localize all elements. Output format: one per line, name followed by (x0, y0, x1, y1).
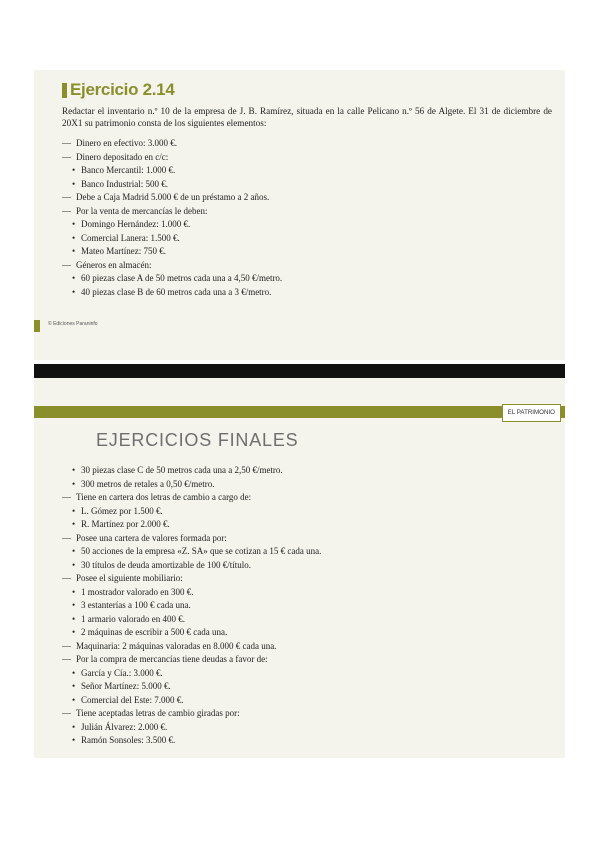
list-item-bullet (62, 545, 557, 559)
list-item-text: L. Gómez por 1.500 €. (81, 505, 163, 516)
element-list-bottom (62, 464, 557, 748)
exercise-heading (62, 80, 174, 100)
bullet-icon: • (72, 694, 76, 705)
list-item-bullet (62, 626, 557, 640)
list-item-text: Debe a Caja Madrid 5.000 € de un préstamo a 2 años. (76, 192, 270, 202)
list-item-heading (62, 707, 557, 721)
list-item-heading (62, 191, 557, 205)
page-separator (34, 364, 565, 378)
list-item-text: Tiene en cartera dos letras de cambio a cargo de: (76, 492, 252, 502)
list-item-bullet (62, 478, 557, 492)
list-item-bullet (62, 164, 557, 178)
list-item-bullet (62, 464, 557, 478)
list-item-text: 2 máquinas de escribir a 500 € cada una. (81, 627, 228, 637)
bullet-icon: • (72, 613, 76, 624)
bullet-icon: • (72, 273, 76, 283)
list-item-bullet (62, 559, 557, 573)
list-item-text: 3 estanterías a 100 € cada una. (81, 600, 191, 610)
exercise-intro: Redactar el inventario n.º 10 de la empresa de J. B. Ramírez, situada en la calle Pelicano n.º 56 de Algete. El 31 de diciembre de 20X1 su patrimonio consta de los siguientes elementos: (62, 106, 552, 128)
list-item-text: 1 mostrador valorado en 300 €. (81, 586, 194, 597)
dash-icon: — (62, 138, 71, 148)
list-item-text: Géneros en almacén: (76, 259, 152, 270)
dash-icon: — (62, 192, 71, 202)
list-item-text: Banco Industrial: 500 €. (81, 178, 168, 189)
list-item-bullet (62, 586, 557, 600)
publisher-footer: © Ediciones Paraninfo (48, 321, 98, 327)
chapter-bar (34, 406, 565, 418)
list-item-text: Tiene aceptadas letras de cambio giradas por: (76, 708, 240, 718)
list-item-text: Por la compra de mercancías tiene deudas a favor de: (76, 654, 268, 664)
list-item-heading (62, 640, 557, 654)
list-item-text: García y Cía.: 3.000 €. (81, 667, 163, 678)
book-page-bottom (34, 378, 565, 758)
bullet-icon: • (72, 232, 76, 243)
list-item-text: 300 metros de retales a 0,50 €/metro. (81, 478, 215, 489)
bullet-icon: • (72, 546, 76, 556)
dash-icon: — (62, 151, 71, 162)
bullet-icon: • (72, 505, 76, 516)
list-item-text: Comercial Lanera: 1.500 €. (81, 232, 180, 243)
list-item-text: 60 piezas clase A de 50 metros cada una a 4,50 €/metro. (81, 273, 283, 283)
dash-icon: — (62, 259, 71, 270)
bullet-icon: • (72, 478, 76, 489)
list-item-bullet (62, 286, 557, 300)
dash-icon: — (62, 708, 71, 718)
bullet-icon: • (72, 667, 76, 678)
section-title: EJERCICIOS FINALES (96, 430, 299, 450)
list-item-text: R. Martínez por 2.000 €. (81, 519, 170, 529)
chapter-label: EL PATRIMONIO (502, 404, 561, 422)
list-item-text: Posee el siguiente mobiliario: (76, 573, 183, 583)
list-item-bullet (62, 721, 557, 735)
list-item-text: Señor Martínez: 5.000 €. (81, 681, 171, 691)
bullet-icon: • (72, 465, 76, 475)
bullet-icon: • (72, 600, 76, 610)
bullet-icon: • (72, 219, 76, 229)
list-item-bullet (62, 245, 557, 259)
list-item-text: Julián Álvarez: 2.000 €. (81, 721, 168, 732)
bullet-icon: • (72, 559, 76, 570)
list-item-text: 30 piezas clase C de 50 metros cada una a 2,50 €/metro. (81, 465, 283, 475)
bullet-icon: • (72, 246, 76, 256)
element-list-top (62, 137, 557, 299)
list-item-bullet (62, 272, 557, 286)
list-item-heading (62, 205, 557, 219)
exercise-title: Ejercicio 2.14 (70, 80, 175, 99)
list-item-bullet (62, 518, 557, 532)
list-item-heading (62, 259, 557, 273)
list-item-text: Ramón Sonsoles: 3.500 €. (81, 735, 176, 745)
bullet-icon: • (72, 178, 76, 189)
list-item-text: Posee una cartera de valores formada por: (76, 532, 227, 543)
list-item-text: Domingo Hernández: 1.000 €. (81, 219, 191, 229)
dash-icon: — (62, 654, 71, 664)
bullet-icon: • (72, 721, 76, 732)
bullet-icon: • (72, 519, 76, 529)
list-item-heading (62, 491, 557, 505)
list-item-heading (62, 532, 557, 546)
list-item-heading (62, 572, 557, 586)
list-item-text: Dinero en efectivo: 3.000 €. (76, 138, 177, 148)
list-item-text: Banco Mercantil: 1.000 €. (81, 165, 176, 175)
list-item-bullet (62, 734, 557, 748)
list-item-bullet (62, 505, 557, 519)
list-item-text: 50 acciones de la empresa «Z. SA» que se cotizan a 15 € cada una. (81, 546, 322, 556)
book-page-top (34, 70, 565, 360)
bullet-icon: • (72, 681, 76, 691)
list-item-bullet (62, 667, 557, 681)
dash-icon: — (62, 205, 71, 216)
bullet-icon: • (72, 735, 76, 745)
list-item-bullet (62, 178, 557, 192)
dash-icon: — (62, 573, 71, 583)
bullet-icon: • (72, 286, 76, 297)
list-item-text: Dinero depositado en c/c: (76, 151, 169, 162)
list-item-text: 40 piezas clase B de 60 metros cada una a 3 €/metro. (81, 286, 272, 297)
list-item-text: Maquinaria: 2 máquinas valoradas en 8.000 € cada una. (76, 640, 277, 651)
list-item-bullet (62, 680, 557, 694)
bullet-icon: • (72, 586, 76, 597)
list-item-text: 1 armario valorado en 400 €. (81, 613, 185, 624)
list-item-text: Comercial del Este: 7.000 €. (81, 694, 184, 705)
list-item-bullet (62, 694, 557, 708)
bullet-icon: • (72, 165, 76, 175)
footer-marker-icon (34, 320, 40, 332)
list-item-bullet (62, 218, 557, 232)
list-item-bullet (62, 232, 557, 246)
list-item-bullet (62, 599, 557, 613)
list-item-text: 30 títulos de deuda amortizable de 100 €/título. (81, 559, 251, 570)
list-item-heading (62, 137, 557, 151)
list-item-heading (62, 151, 557, 165)
dash-icon: — (62, 532, 71, 543)
list-item-heading (62, 653, 557, 667)
heading-marker-icon (62, 83, 67, 98)
list-item-bullet (62, 613, 557, 627)
bullet-icon: • (72, 627, 76, 637)
list-item-text: Por la venta de mercancías le deben: (76, 205, 208, 216)
dash-icon: — (62, 492, 71, 502)
list-item-text: Mateo Martínez: 750 €. (81, 246, 166, 256)
dash-icon: — (62, 640, 71, 651)
